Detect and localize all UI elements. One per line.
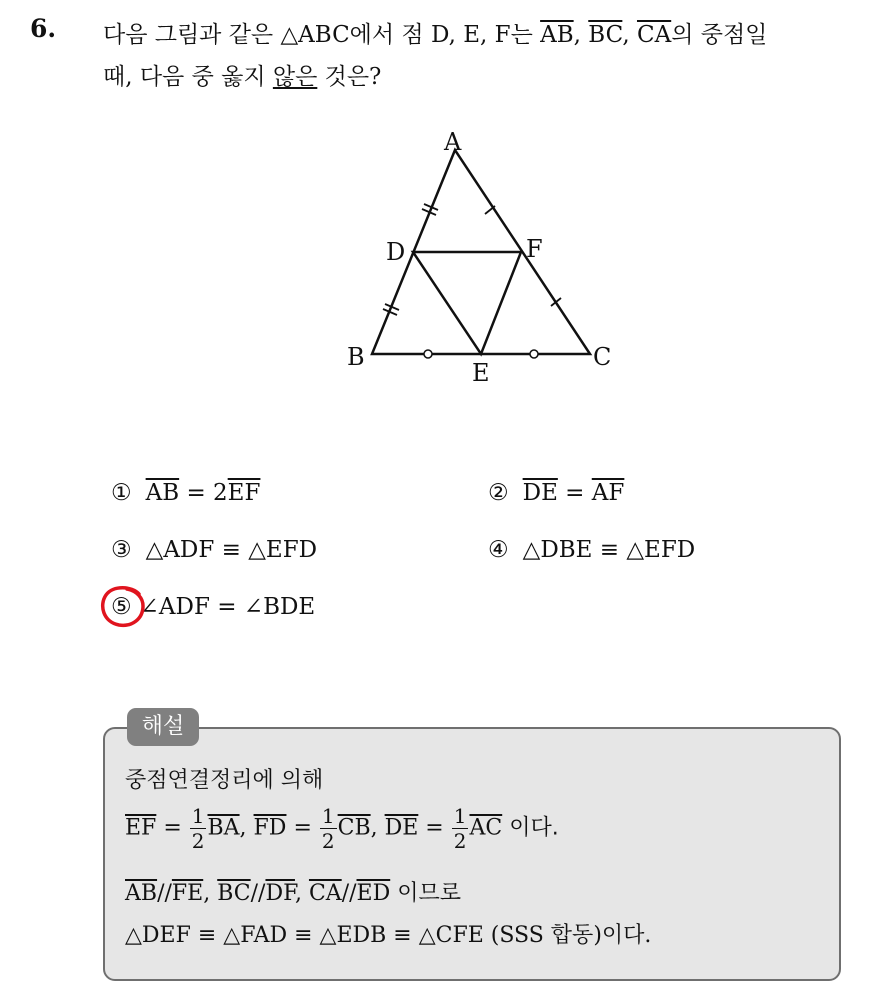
triangle-def	[413, 252, 521, 354]
solution-line-1: 중점연결정리에 의해	[125, 768, 324, 793]
label-a: A	[444, 128, 462, 156]
solution-line-4: △DEF ≡ △FAD ≡ △EDB ≡ △CFE (SSS 합동)이다.	[125, 923, 652, 948]
option-5[interactable]: ⑤ ∠ADF = ∠BDE	[111, 594, 316, 620]
equal-mark-ec	[530, 350, 538, 358]
solution-tag: 해설	[127, 708, 199, 746]
option-1[interactable]: ① $\overline{AB} = 2\overline{EF}$	[111, 480, 261, 506]
label-f: F	[526, 235, 543, 263]
solution-line-2: $\overline{EF}$ = $\frac{1}{2}$ $\overline{BA}$, $\overline{FD}$ = $\frac{1}{2}$ $\overline{CB}$, $\overline{DE}$ = $\frac{1}{2}$ $\overline{AC}$ 이다.	[125, 804, 559, 853]
answer-circle-mark	[99, 584, 149, 630]
question-line-2: 때, 다음 중 옳지 않은 것은?	[103, 64, 382, 90]
label-e: E	[472, 359, 490, 387]
emphasis-underlined: 않은	[272, 64, 318, 90]
option-4[interactable]: ④ △DBE ≡ △EFD	[488, 537, 696, 563]
triangle-figure	[330, 120, 630, 400]
label-c: C	[593, 343, 612, 371]
question-line-1: 다음 그림과 같은 △ABC에서 점 D, E, F는 $\overline{AB}$, $\overline{BC}$, $\overline{CA}$의 중점일	[103, 22, 768, 48]
question-number: 6.	[30, 14, 57, 43]
label-d: D	[386, 238, 406, 266]
label-b: B	[347, 343, 365, 371]
option-3[interactable]: ③ △ADF ≡ △EFD	[111, 537, 318, 563]
solution-line-3: $\overline{AB}//\overline{FE}$, $\overline{BC}//\overline{DF}$, $\overline{CA}//\overline{ED}$ 이므로	[125, 881, 461, 906]
equal-mark-be	[424, 350, 432, 358]
option-2[interactable]: ② $\overline{DE} = \overline{AF}$	[488, 480, 625, 506]
